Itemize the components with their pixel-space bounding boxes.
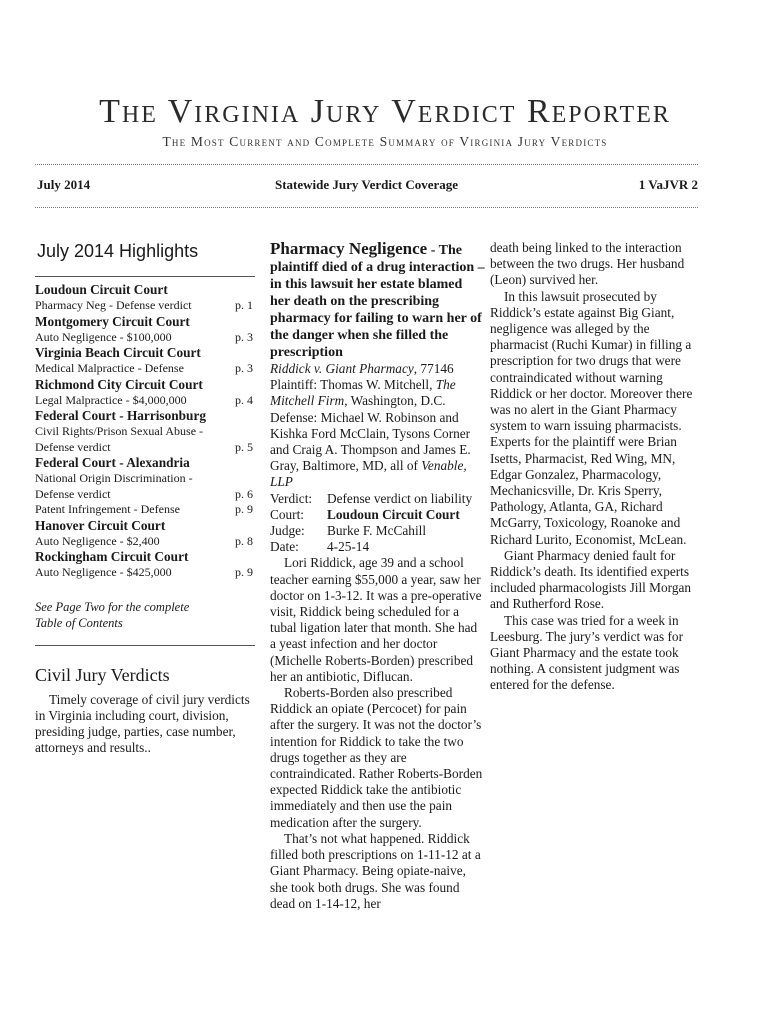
highlights-column bbox=[35, 240, 255, 756]
toc-entry-page: p. 3 bbox=[235, 361, 253, 375]
toc-court: Federal Court - Harrisonburg bbox=[35, 408, 206, 423]
toc-court: Federal Court - Alexandria bbox=[35, 455, 190, 470]
publication-title: The Virginia Jury Verdict Reporter bbox=[99, 93, 671, 130]
toc-entry bbox=[35, 471, 255, 502]
defense-firm: Venable, LLP bbox=[270, 458, 467, 490]
highlights-title: July 2014 Highlights bbox=[37, 241, 199, 261]
toc-entry-text: Patent Infringement - Defense bbox=[35, 502, 180, 516]
defense-counsel-text: Defense: Michael W. Robinson and Kishka Ford McClain, Tysons Corner and Craig A. Thompson and James E. Gray, Baltimore, MD, all of bbox=[270, 409, 471, 474]
date-value: 4-25-14 bbox=[327, 539, 370, 555]
judge-label: Judge: bbox=[270, 523, 305, 539]
court-label: Court: bbox=[270, 506, 304, 522]
toc-entry-page: p. 9 bbox=[235, 502, 253, 516]
toc-court: Richmond City Circuit Court bbox=[35, 376, 203, 392]
toc-entry-page: p. 9 bbox=[235, 565, 253, 579]
toc-entry bbox=[35, 361, 255, 377]
toc-entry-text: Medical Malpractice - Defense bbox=[35, 361, 184, 375]
plaintiff-counsel bbox=[270, 377, 485, 409]
case-caption bbox=[270, 361, 485, 377]
toc-court: Virginia Beach Circuit Court bbox=[35, 345, 201, 360]
issue-number: 1 VaJVR 2 bbox=[638, 177, 698, 192]
article-column-2 bbox=[490, 240, 705, 694]
toc-entry bbox=[35, 330, 255, 346]
article-paragraph-2: Roberts-Borden also prescribed Riddick an opiate (Percocet) for pain after the surgery. It was not the doctor’s intention for Riddick to take the two drugs together as they are contraindicated. Rather Roberts-Borden expected Riddick take the antibiotic immediately and then use the pain medication after the surgery. bbox=[270, 685, 483, 830]
toc-entry-page: p. 3 bbox=[235, 329, 253, 344]
toc-entry bbox=[35, 298, 255, 314]
issue-date: July 2014 bbox=[37, 177, 91, 192]
toc-entry-text: Pharmacy Neg - Defense verdict bbox=[35, 298, 192, 312]
toc-court: Hanover Circuit Court bbox=[35, 517, 166, 533]
toc-entry-text: National Origin Discrimination - Defense verdict bbox=[35, 471, 193, 501]
toc-court: Montgomery Circuit Court bbox=[35, 313, 190, 329]
defense-counsel bbox=[270, 410, 485, 491]
case-number: , 77146 bbox=[413, 361, 454, 376]
article-column-1 bbox=[270, 240, 485, 912]
civil-verdicts-body: Timely coverage of civil jury verdicts in Virginia including court, division, presiding judge, parties, case number, attorneys and results.. bbox=[35, 691, 250, 756]
toc-entry-text: Auto Negligence - $425,000 bbox=[35, 565, 172, 579]
toc-entry bbox=[35, 565, 255, 581]
coverage-label: Statewide Jury Verdict Coverage bbox=[274, 177, 459, 192]
verdict-value: Defense verdict on liability bbox=[327, 490, 473, 506]
toc-court: Rockingham Circuit Court bbox=[35, 549, 189, 564]
toc-entry-page: p. 8 bbox=[235, 533, 253, 548]
toc-entry bbox=[35, 424, 255, 455]
verdict-label: Verdict: bbox=[270, 490, 313, 506]
top-divider bbox=[35, 164, 698, 165]
plaintiff-location: , Washington, D.C. bbox=[344, 393, 446, 409]
date-label: Date: bbox=[270, 539, 299, 555]
masthead bbox=[0, 92, 770, 150]
toc-entry-page: p. 5 bbox=[235, 439, 253, 454]
toc-entry-page: p. 1 bbox=[235, 298, 253, 312]
toc-note bbox=[35, 599, 215, 631]
article-headline-summary: - The plaintiff died of a drug interaction – in this lawsuit her estate blamed her death on the prescribing pharmacy for failing to warn her of the danger when she filled the prescription bbox=[270, 243, 485, 360]
toc-entry-text: Legal Malpractice - $4,000,000 bbox=[35, 392, 187, 407]
article-paragraph-5: In this lawsuit prosecuted by Riddick’s estate against Big Giant, negligence was alleged by the pharmacist (Ruchi Kumar) in filling a prescription for two drugs that were contraindicated without warning Riddick or her doctor. Moreover there was no alert in the Giant Pharmacy system to warn issuing pharmacists. Experts for the plaintiff were Brian Isetts, Pharmacist, Red Wing, MN, Edgar Gonzalez, Pharmacology, Mechanicsville, Dr. Kris Sperry, Pathology, Atlanta, GA, Richard McGarry, Toxicology, Roanoke and Richard Lurito, Economist, McLean. bbox=[490, 288, 693, 547]
court-value: Loudoun Circuit Court bbox=[327, 506, 460, 522]
article-paragraph-1: Lori Riddick, age 39 and a school teacher earning $55,000 a year, saw her doctor on 1-3-12. It was a pre-operative visit, Riddick being scheduled for a tubal ligation later that month. She had a yeast infection and her doctor (Michelle Roberts-Borden) prescribed her an antibiotic, Diflucan. bbox=[270, 555, 482, 684]
header-divider bbox=[35, 207, 698, 208]
toc-entry-page: p. 4 bbox=[235, 392, 253, 407]
article-headline bbox=[270, 240, 485, 361]
plaintiff-counsel-text: Plaintiff: Thomas W. Mitchell, bbox=[270, 377, 436, 393]
toc-entry-text: Civil Rights/Prison Sexual Abuse - Defense verdict bbox=[35, 424, 204, 454]
article-paragraph-3: That’s not what happened. Riddick filled both prescriptions on 1-11-12 at a Giant Pharmacy. Being opiate-naive, she took both drugs. She was found dead on 1-14-12, her bbox=[270, 830, 481, 911]
article-paragraph-4: death being linked to the interaction between the two drugs. Her husband (Leon) survived her. bbox=[490, 240, 685, 288]
toc-entry bbox=[35, 393, 255, 409]
publication-subtitle: The Most Current and Complete Summary of Virginia Jury Verdicts bbox=[162, 134, 608, 149]
toc-entry bbox=[35, 502, 255, 518]
toc-entry-page: p. 6 bbox=[235, 486, 253, 501]
judge-row bbox=[270, 523, 485, 539]
highlights-top-rule bbox=[35, 276, 255, 277]
case-name: Riddick v. Giant Pharmacy bbox=[270, 361, 414, 376]
civil-verdicts-title: Civil Jury Verdicts bbox=[35, 664, 170, 685]
highlights-bottom-rule bbox=[35, 645, 255, 646]
toc-note-see: See bbox=[35, 599, 53, 614]
toc-note-text: Page Two for the complete Table of Contents bbox=[35, 599, 190, 630]
judge-value: Burke F. McCahill bbox=[327, 523, 427, 539]
article-paragraph-7: This case was tried for a week in Leesburg. The jury’s verdict was for Giant Pharmacy and the estate took nothing. A consistent judgment was entered for the defense. bbox=[490, 612, 683, 693]
plaintiff-firm: The Mitchell Firm bbox=[270, 377, 456, 409]
verdict-row bbox=[270, 491, 485, 507]
toc-entry-text: Auto Negligence - $2,400 bbox=[35, 533, 160, 548]
toc-entry-text: Auto Negligence - $100,000 bbox=[35, 329, 172, 344]
toc-court: Loudoun Circuit Court bbox=[35, 282, 168, 297]
highlights-list bbox=[35, 280, 255, 581]
date-row bbox=[270, 539, 485, 555]
article-paragraph-6: Giant Pharmacy denied fault for Riddick’s death. Its identified experts included pharmacologists Jill Morgan and Rutherford Rose. bbox=[490, 547, 692, 612]
toc-entry bbox=[35, 534, 255, 550]
court-row bbox=[270, 507, 485, 523]
article-headline-topic: Pharmacy Negligence bbox=[270, 239, 428, 258]
